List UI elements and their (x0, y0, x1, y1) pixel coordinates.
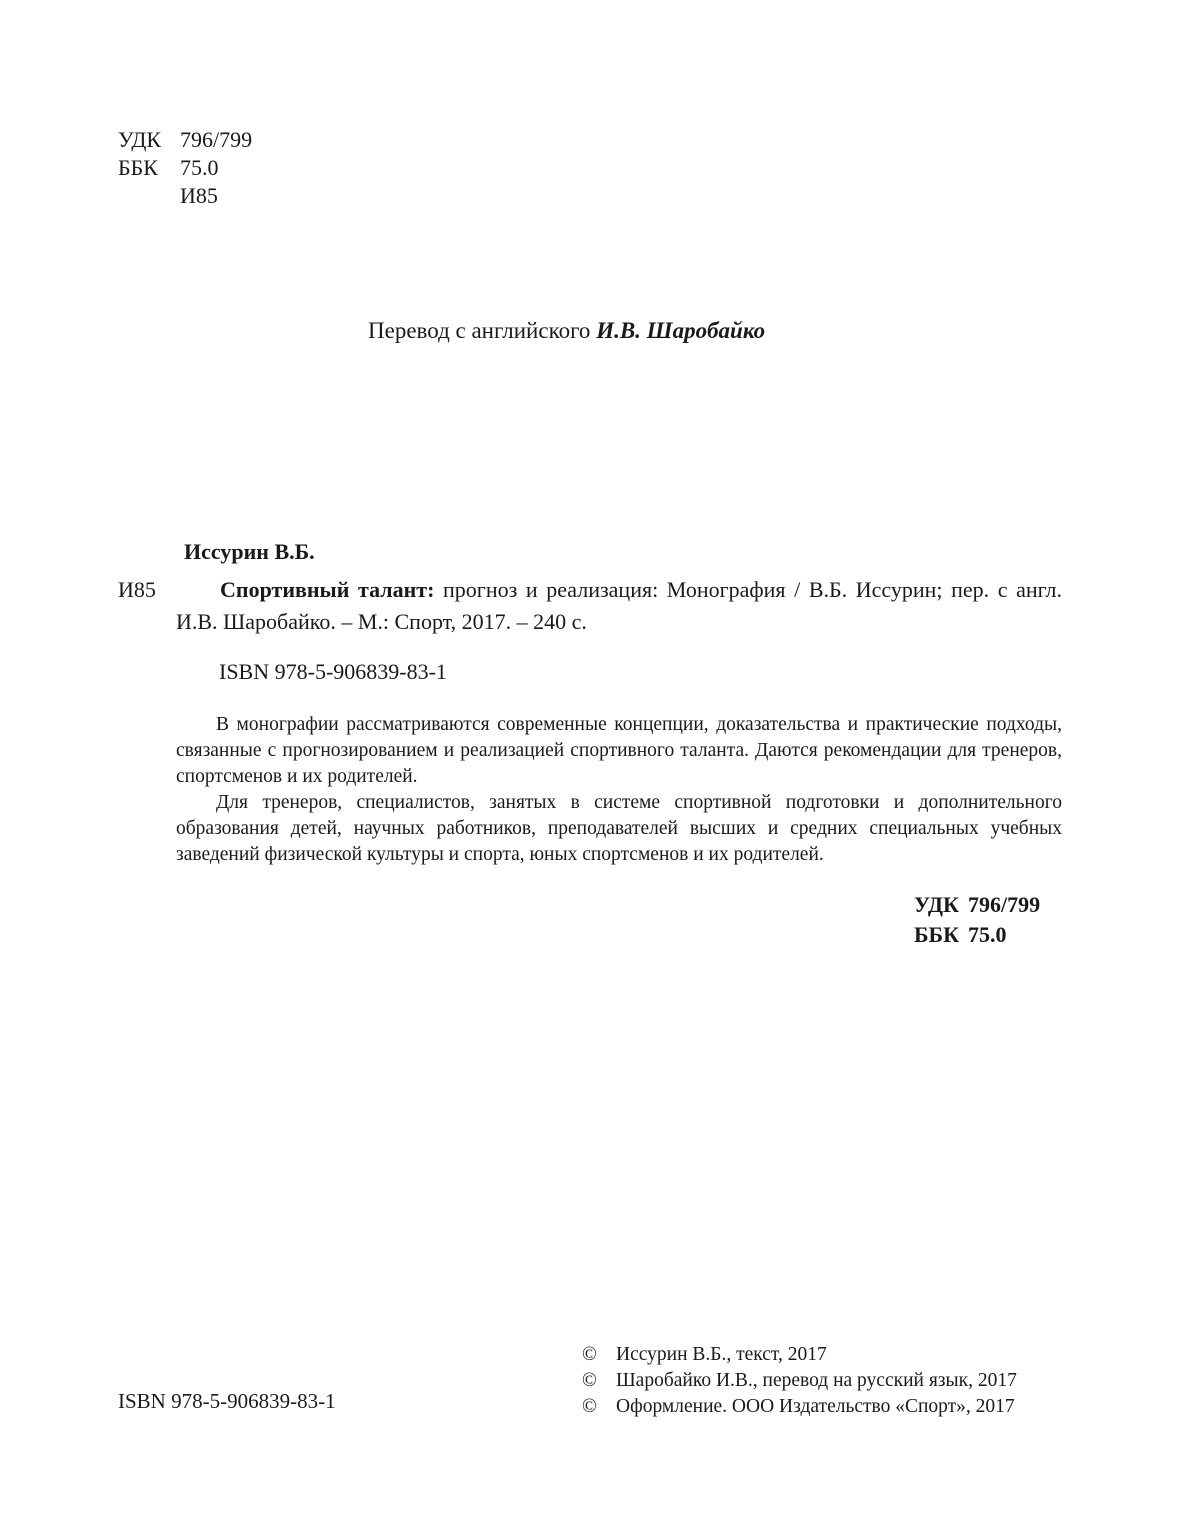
udk-value: 796/799 (180, 127, 253, 152)
udk-line (118, 126, 252, 154)
classification-block-top (118, 126, 252, 210)
copyright-text-2: Шаробайко И.В., перевод на русский язык, 2017 (616, 1370, 1017, 1391)
udk-label: УДК (118, 127, 162, 152)
classification-block-bottom (914, 890, 1040, 950)
entry-details: прогноз и реализация: Монография / В.Б. Иссурин; пер. с англ. И.В. Шаробайко. – М.: Спорт, 2017. – 240 с. (176, 577, 1062, 634)
annotation-paragraph-1: В монографии рассматриваются современные концепции, доказательства и практические подходы, связанные с прогнозированием и реализацией спортивного таланта. Даются рекомендации для тренеров, спортсменов и их родителей. (176, 714, 1062, 787)
author-mark: И85 (180, 183, 218, 208)
footer-isbn: ISBN 978-5-906839-83-1 (118, 1389, 336, 1413)
translator-name: И.В. Шаробайко (596, 318, 766, 343)
author-mark-line (118, 182, 252, 210)
entry-title: Спортивный талант: (220, 577, 435, 602)
bbk-value-bottom: 75.0 (968, 922, 1007, 947)
bbk-line-bottom (914, 920, 1040, 950)
udk-value-bottom: 796/799 (968, 892, 1041, 917)
bbk-label-bottom: ББК (914, 922, 960, 947)
bbk-line (118, 154, 252, 182)
copyright-icon: © (582, 1344, 597, 1365)
bbk-label: ББК (118, 155, 158, 180)
entry-isbn: ISBN 978-5-906839-83-1 (219, 659, 447, 684)
copyright-line-3 (582, 1394, 1017, 1420)
annotation-paragraph-2: Для тренеров, специалистов, занятых в системе спортивной подготовки и дополнительного образования детей, научных работников, преподавателей высших и средних специальных учебных заведений физической культуры и спорта, юных спортсменов и их родителей. (176, 792, 1062, 865)
entry-author: Иссурин В.Б. (184, 539, 315, 564)
copyright-icon: © (582, 1370, 597, 1391)
translator-prefix: Перевод с английского (368, 318, 591, 343)
udk-label-bottom: УДК (914, 892, 960, 917)
entry-author-mark: И85 (118, 577, 156, 602)
annotation (176, 712, 1062, 868)
udk-line-bottom (914, 890, 1040, 920)
copyright-line-2 (582, 1368, 1017, 1394)
bbk-value: 75.0 (180, 155, 219, 180)
copyright-icon: © (582, 1396, 597, 1417)
copyright-block (582, 1342, 1017, 1420)
copyright-text-3: Оформление. ООО Издательство «Спорт», 2017 (616, 1396, 1015, 1417)
entry-description (176, 574, 1062, 638)
copyright-text-1: Иссурин В.Б., текст, 2017 (616, 1344, 827, 1365)
copyright-line-1 (582, 1342, 1017, 1368)
translator-line (368, 318, 765, 344)
